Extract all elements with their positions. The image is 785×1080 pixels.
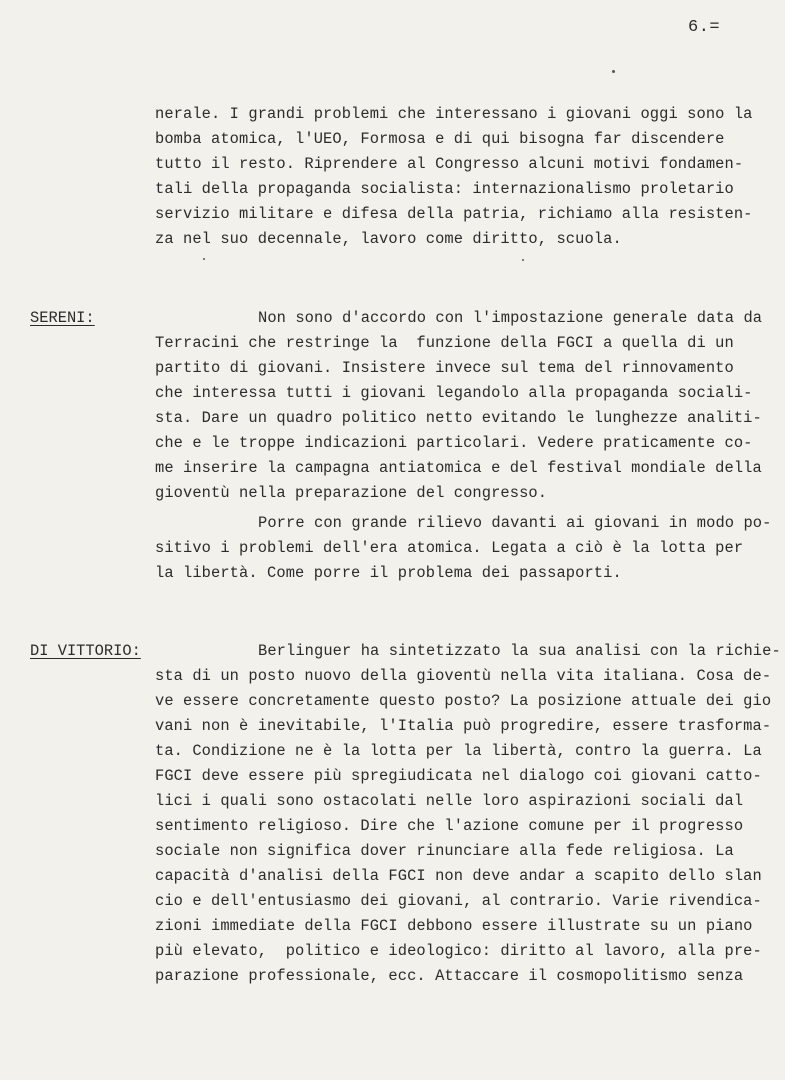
text-line: gioventù nella preparazione del congresso. (155, 484, 548, 502)
text-line: za nel suo decennale, lavoro come diritto, scuola. (155, 230, 622, 248)
scan-speck (522, 259, 524, 261)
text-line: nerale. I grandi problemi che interessano i giovani oggi sono la (155, 105, 753, 123)
scan-speck (612, 70, 615, 73)
text-line: sta. Dare un quadro politico netto evitando le lunghezze analiti- (155, 409, 762, 427)
text-line: che interessa tutti i giovani legandolo alla propaganda sociali- (155, 384, 753, 402)
text-line: bomba atomica, l'UEO, Formosa e di qui bisogna far discendere (155, 130, 725, 148)
text-line: capacità d'analisi della FGCI non deve andar a scapito dello slan (155, 867, 762, 885)
text-line: Berlinguer ha sintetizzato la sua analisi con la richie- (258, 642, 781, 660)
text-line: Non sono d'accordo con l'impostazione generale data da (258, 309, 763, 327)
text-line: sitivo i problemi dell'era atomica. Legata a ciò è la lotta per (155, 539, 744, 557)
text-line: parazione professionale, ecc. Attaccare il cosmopolitismo senza (155, 967, 744, 985)
text-line: tutto il resto. Riprendere al Congresso alcuni motivi fondamen- (155, 155, 744, 173)
text-line: tali della propaganda socialista: internazionalismo proletario (155, 180, 734, 198)
text-line: partito di giovani. Insistere invece sul tema del rinnovamento (155, 359, 734, 377)
page-number: 6.= (688, 18, 721, 37)
text-line: sta di un posto nuovo della gioventù nella vita italiana. Cosa de- (155, 667, 772, 685)
text-line: ta. Condizione ne è la lotta per la libertà, contro la guerra. La (155, 742, 762, 760)
scan-speck (203, 258, 205, 260)
speaker-name: SERENI: (30, 309, 95, 327)
text-line: cio e dell'entusiasmo dei giovani, al contrario. Varie rivendica- (155, 892, 762, 910)
text-line: sentimento religioso. Dire che l'azione comune per il progresso (155, 817, 744, 835)
text-line: che e le troppe indicazioni particolari. Vedere praticamente co- (155, 434, 753, 452)
text-line: servizio militare e difesa della patria, richiamo alla resisten- (155, 205, 753, 223)
text-line: vani non è inevitabile, l'Italia può progredire, essere trasforma- (155, 717, 772, 735)
text-line: sociale non significa dover rinunciare alla fede religiosa. La (155, 842, 734, 860)
text-line: FGCI deve essere più spregiudicata nel dialogo coi giovani catto- (155, 767, 762, 785)
text-line: la libertà. Come porre il problema dei passaporti. (155, 564, 622, 582)
text-line: zioni immediate della FGCI debbono essere illustrate su un piano (155, 917, 753, 935)
text-line: ve essere concretamente questo posto? La posizione attuale dei gio (155, 692, 772, 710)
text-line: Terracini che restringe la funzione della FGCI a quella di un (155, 334, 734, 352)
text-line: me inserire la campagna antiatomica e del festival mondiale della (155, 459, 762, 477)
text-line: più elevato, politico e ideologico: diritto al lavoro, alla pre- (155, 942, 762, 960)
speaker-name: DI VITTORIO: (30, 642, 141, 660)
text-line: Porre con grande rilievo davanti ai giovani in modo po- (258, 514, 772, 532)
text-line: lici i quali sono ostacolati nelle loro aspirazioni sociali dal (155, 792, 744, 810)
